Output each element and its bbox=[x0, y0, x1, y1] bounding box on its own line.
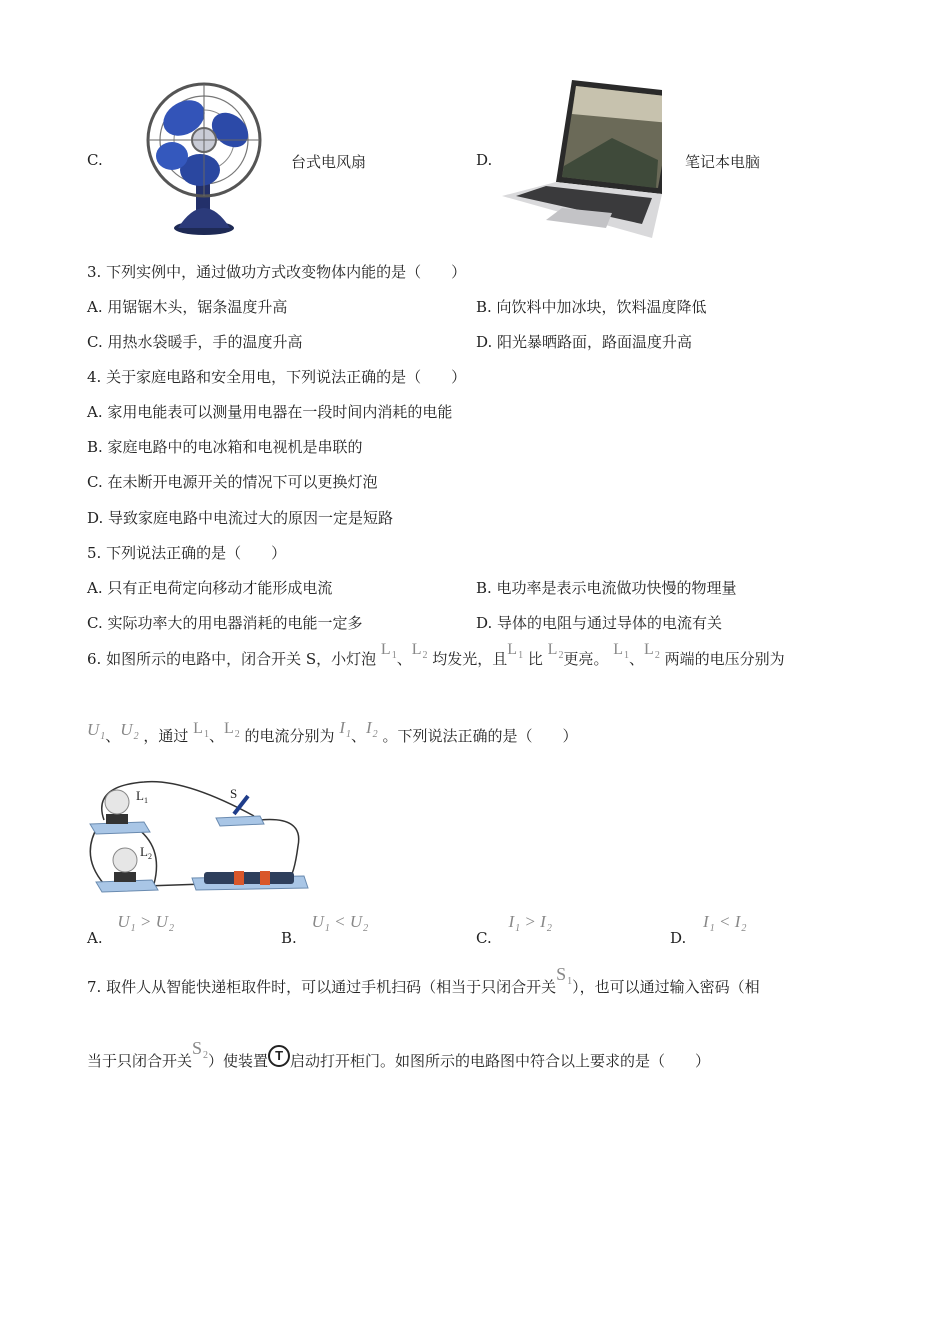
q4-option-a: A. 家用电能表可以测量用电器在一段时间内消耗的电能 bbox=[87, 403, 453, 421]
desk-fan-image bbox=[138, 78, 268, 238]
q3-option-a: A. 用锯锯木头，锯条温度升高 bbox=[87, 298, 288, 316]
q6-line-1: 6. 如图所示的电路中，闭合开关 S，小灯泡 $L_1$、$L_2$ 均发光，且$L_1$ 比 $L_2$更亮。 $L_1$、$L_2$ 两端的电压分别为 bbox=[87, 641, 785, 668]
q7-text-1: 7. 取件人从智能快递柜取件时，可以通过手机扫码（相当于只闭合开关 bbox=[87, 978, 557, 996]
q7-text-3: 当于只闭合开关 bbox=[87, 1052, 193, 1070]
q6-symbol-l2d: $L_2$ bbox=[223, 720, 240, 740]
q6-symbol-u1: $U_1$ bbox=[87, 720, 106, 742]
q6-option-c: C. $I_1 > I_2$ bbox=[476, 912, 552, 947]
q6-symbol-l1c: $L_1$ bbox=[613, 641, 630, 661]
option-c-label: C. bbox=[87, 151, 103, 169]
q5-option-d: D. 导体的电阻与通过导体的电流有关 bbox=[476, 614, 723, 632]
laptop-image bbox=[502, 78, 662, 238]
option-d-text: 笔记本电脑 bbox=[685, 153, 761, 171]
q6-symbol-l2b: $L_2$ bbox=[547, 641, 564, 661]
device-t-icon: T bbox=[268, 1045, 290, 1067]
q7-text-2: ），也可以通过输入密码（相 bbox=[572, 978, 760, 996]
q6-text-2: 均发光，且 bbox=[432, 650, 508, 668]
q3-option-d: D. 阳光暴晒路面，路面温度升高 bbox=[476, 333, 693, 351]
q6-text-5: 两端的电压分别为 bbox=[664, 650, 785, 668]
q5-option-a: A. 只有正电荷定向移动才能形成电流 bbox=[87, 579, 333, 597]
q6-line-2: $U_1$、$U_2$ ，通过 $L_1$、$L_2$ 的电流分别为 $I_1$、$I_2$ 。下列说法正确的是（ ） bbox=[87, 718, 578, 745]
circuit-figure bbox=[84, 776, 314, 904]
q7-line-2 bbox=[87, 1038, 711, 1073]
q6-option-a: A. $U_1 > U_2$ bbox=[87, 912, 174, 947]
q4-stem: 4. 关于家庭电路和安全用电，下列说法正确的是（ ） bbox=[87, 368, 467, 386]
svg-text:S: S bbox=[230, 786, 238, 801]
q4-option-b: B. 家庭电路中的电冰箱和电视机是串联的 bbox=[87, 438, 363, 456]
q7-symbol-s2: $S_2$ bbox=[192, 1038, 209, 1061]
q6-option-d: D. $I_1 < I_2$ bbox=[670, 912, 747, 947]
q7-text-5: 启动打开柜门。如图所示的电路图中符合以上要求的是（ ） bbox=[290, 1052, 711, 1070]
q6-symbol-l2c: $L_2$ bbox=[644, 641, 660, 661]
q6-symbol-i1: $I_1$ bbox=[339, 718, 351, 740]
q3-option-b: B. 向饮料中加冰块，饮料温度降低 bbox=[476, 298, 707, 316]
q6-text-1: 6. 如图所示的电路中，闭合开关 S，小灯泡 bbox=[87, 650, 377, 668]
q4-option-d: D. 导致家庭电路中电流过大的原因一定是短路 bbox=[87, 509, 394, 527]
q3-option-c: C. 用热水袋暖手，手的温度升高 bbox=[87, 333, 303, 351]
q6-text-3: 比 bbox=[527, 650, 543, 668]
q6-text-8: 。下列说法正确的是（ ） bbox=[382, 727, 578, 745]
q7-text-4: ）使装置 bbox=[208, 1052, 269, 1070]
q6-symbol-l1b: $L_1$ bbox=[507, 641, 524, 661]
q6-symbol-l1: $L_1$ bbox=[380, 641, 397, 661]
q5-stem: 5. 下列说法正确的是（ ） bbox=[87, 544, 287, 562]
q7-line-1 bbox=[87, 964, 760, 999]
svg-text:L1: $L_1$ bbox=[136, 788, 148, 805]
q6-symbol-u2: $U_2$ bbox=[120, 720, 139, 742]
q3-stem: 3. 下列实例中，通过做功方式改变物体内能的是（ ） bbox=[87, 263, 467, 281]
q6-symbol-l1d: $L_1$ bbox=[193, 720, 209, 740]
q5-option-b: B. 电功率是表示电流做功快慢的物理量 bbox=[476, 579, 737, 597]
q6-text-6: ，通过 bbox=[143, 727, 189, 745]
q4-option-c: C. 在未断开电源开关的情况下可以更换灯泡 bbox=[87, 473, 378, 491]
option-d-label: D. bbox=[476, 151, 493, 169]
q7-symbol-s1: $S_1$ bbox=[556, 964, 573, 987]
q6-option-b: B. $U_1 < U_2$ bbox=[281, 912, 369, 947]
q6-symbol-i2: $I_2$ bbox=[366, 718, 378, 740]
q6-text-7: 的电流分别为 bbox=[244, 727, 335, 745]
svg-text:L2: $L_2$ bbox=[140, 844, 152, 861]
q5-option-c: C. 实际功率大的用电器消耗的电能一定多 bbox=[87, 614, 363, 632]
option-c-text: 台式电风扇 bbox=[291, 153, 367, 171]
q6-text-4: 更亮。 bbox=[563, 650, 609, 668]
q6-symbol-l2: $L_2$ bbox=[411, 641, 428, 661]
